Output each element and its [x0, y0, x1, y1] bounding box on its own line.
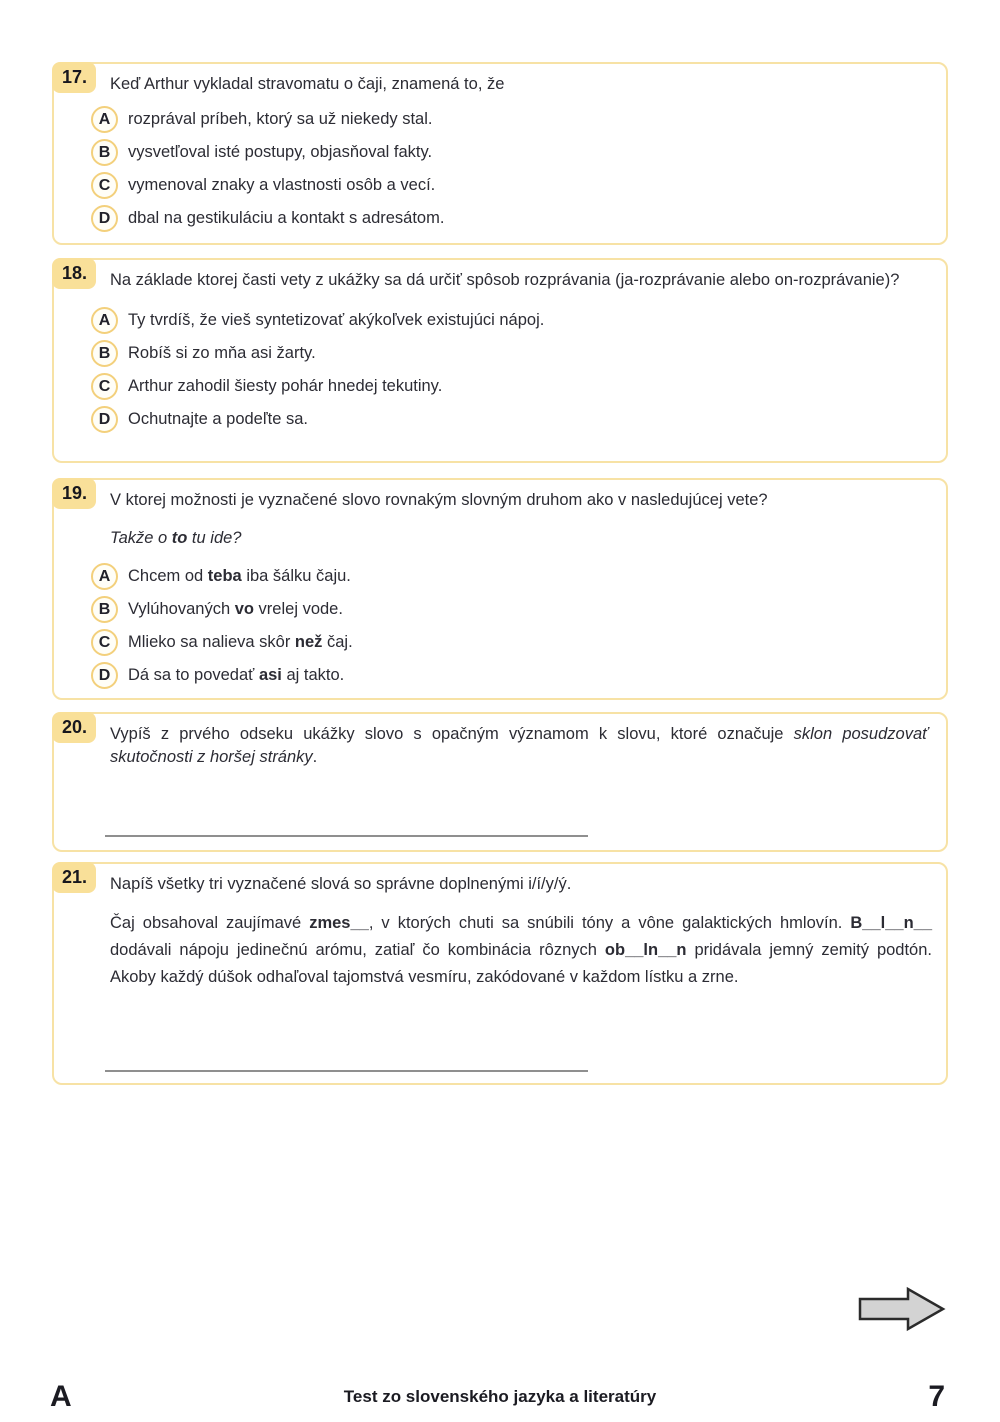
question-box-19: [52, 478, 948, 700]
option-row-b: [91, 340, 946, 367]
example-sentence: Takže o to tu ide?: [110, 529, 242, 547]
option-row-a: [91, 563, 946, 590]
option-label: Vylúhovaných vo vrelej vode.: [128, 600, 343, 618]
option-label: rozprával príbeh, ktorý sa už niekedy stal.: [128, 110, 433, 128]
question-prompt: Vypíš z prvého odseku ukážky slovo s opačným významom k slovu, ktoré označuje sklon posudzovať skutočnosti z horšej stránky.: [110, 725, 928, 766]
option-row-c: [91, 373, 946, 400]
option-label: Dá sa to povedať asi aj takto.: [128, 666, 345, 684]
document-title: Test zo slovenského jazyka a literatúry: [343, 1387, 657, 1406]
option-row-a: [91, 307, 946, 334]
question-number-badge: 21.: [52, 862, 96, 893]
option-letter-circle: A: [91, 307, 118, 334]
option-label: Robíš si zo mňa asi žarty.: [128, 344, 316, 362]
question-prompt: Na základe ktorej časti vety z ukážky sa dá určiť spôsob rozprávania (ja-rozprávanie alebo on-rozprávanie)?: [110, 271, 900, 289]
option-row-c: [91, 172, 946, 199]
option-label: vysvetľoval isté postupy, objasňoval fakty.: [128, 143, 433, 161]
option-label: Chcem od teba iba šálku čaju.: [128, 567, 351, 585]
option-label: vymenoval znaky a vlastnosti osôb a vecí.: [128, 176, 436, 194]
question-number-badge: 18.: [52, 258, 96, 289]
question-number-badge: 20.: [52, 712, 96, 743]
question-number-badge: 17.: [52, 62, 96, 93]
page-footer: [0, 1376, 1000, 1414]
passage-text: Čaj obsahoval zaujímavé zmes__, v ktorých chuti sa snúbili tóny a vône galaktických hmlovín. B__l__n__ dodávali nápoju jedinečnú arómu, zatiaľ čo kombinácia rôznych ob__ln__n pridávala jemný zemitý podtón. Akoby každý dúšok odhaľoval tajomstvá vesmíru, zakódované v každom lístku a zrne.: [110, 914, 932, 986]
question-box-17: [52, 62, 948, 245]
question-prompt: Napíš všetky tri vyznačené slová so správne doplnenými i/í/y/ý.: [110, 875, 572, 893]
option-row-c: [91, 629, 946, 656]
form-version-label: A: [50, 1380, 72, 1413]
option-row-b: [91, 596, 946, 623]
option-letter-circle: C: [91, 373, 118, 400]
option-letter-circle: A: [91, 106, 118, 133]
question-number-badge: 19.: [52, 478, 96, 509]
options-list: [91, 307, 946, 433]
answer-blank-line: [105, 1070, 588, 1072]
option-label: Ty tvrdíš, že vieš syntetizovať akýkoľvek existujúci nápoj.: [128, 311, 545, 329]
options-list: [91, 563, 946, 689]
question-box-20: [52, 712, 948, 852]
option-row-d: [91, 406, 946, 433]
option-letter-circle: A: [91, 563, 118, 590]
option-label: Mlieko sa nalieva skôr než čaj.: [128, 633, 353, 651]
option-letter-circle: C: [91, 629, 118, 656]
question-prompt: V ktorej možnosti je vyznačené slovo rovnakým slovným druhom ako v nasledujúcej vete?: [110, 491, 768, 509]
question-box-21: [52, 862, 948, 1085]
option-letter-circle: B: [91, 596, 118, 623]
options-list: [91, 106, 946, 232]
option-letter-circle: D: [91, 662, 118, 689]
answer-blank-line: [105, 835, 588, 837]
option-letter-circle: B: [91, 139, 118, 166]
option-letter-circle: B: [91, 340, 118, 367]
option-row-b: [91, 139, 946, 166]
option-label: Ochutnajte a podeľte sa.: [128, 410, 309, 428]
option-row-d: [91, 662, 946, 689]
option-label: dbal na gestikuláciu a kontakt s adresátom.: [128, 209, 445, 227]
page-number: 7: [928, 1380, 945, 1413]
next-page-arrow-icon: [858, 1286, 946, 1332]
question-prompt: Keď Arthur vykladal stravomatu o čaji, znamená to, že: [110, 75, 505, 93]
option-letter-circle: D: [91, 406, 118, 433]
option-row-d: [91, 205, 946, 232]
option-row-a: [91, 106, 946, 133]
option-label: Arthur zahodil šiesty pohár hnedej tekutiny.: [128, 377, 443, 395]
option-letter-circle: D: [91, 205, 118, 232]
question-box-18: [52, 258, 948, 463]
option-letter-circle: C: [91, 172, 118, 199]
